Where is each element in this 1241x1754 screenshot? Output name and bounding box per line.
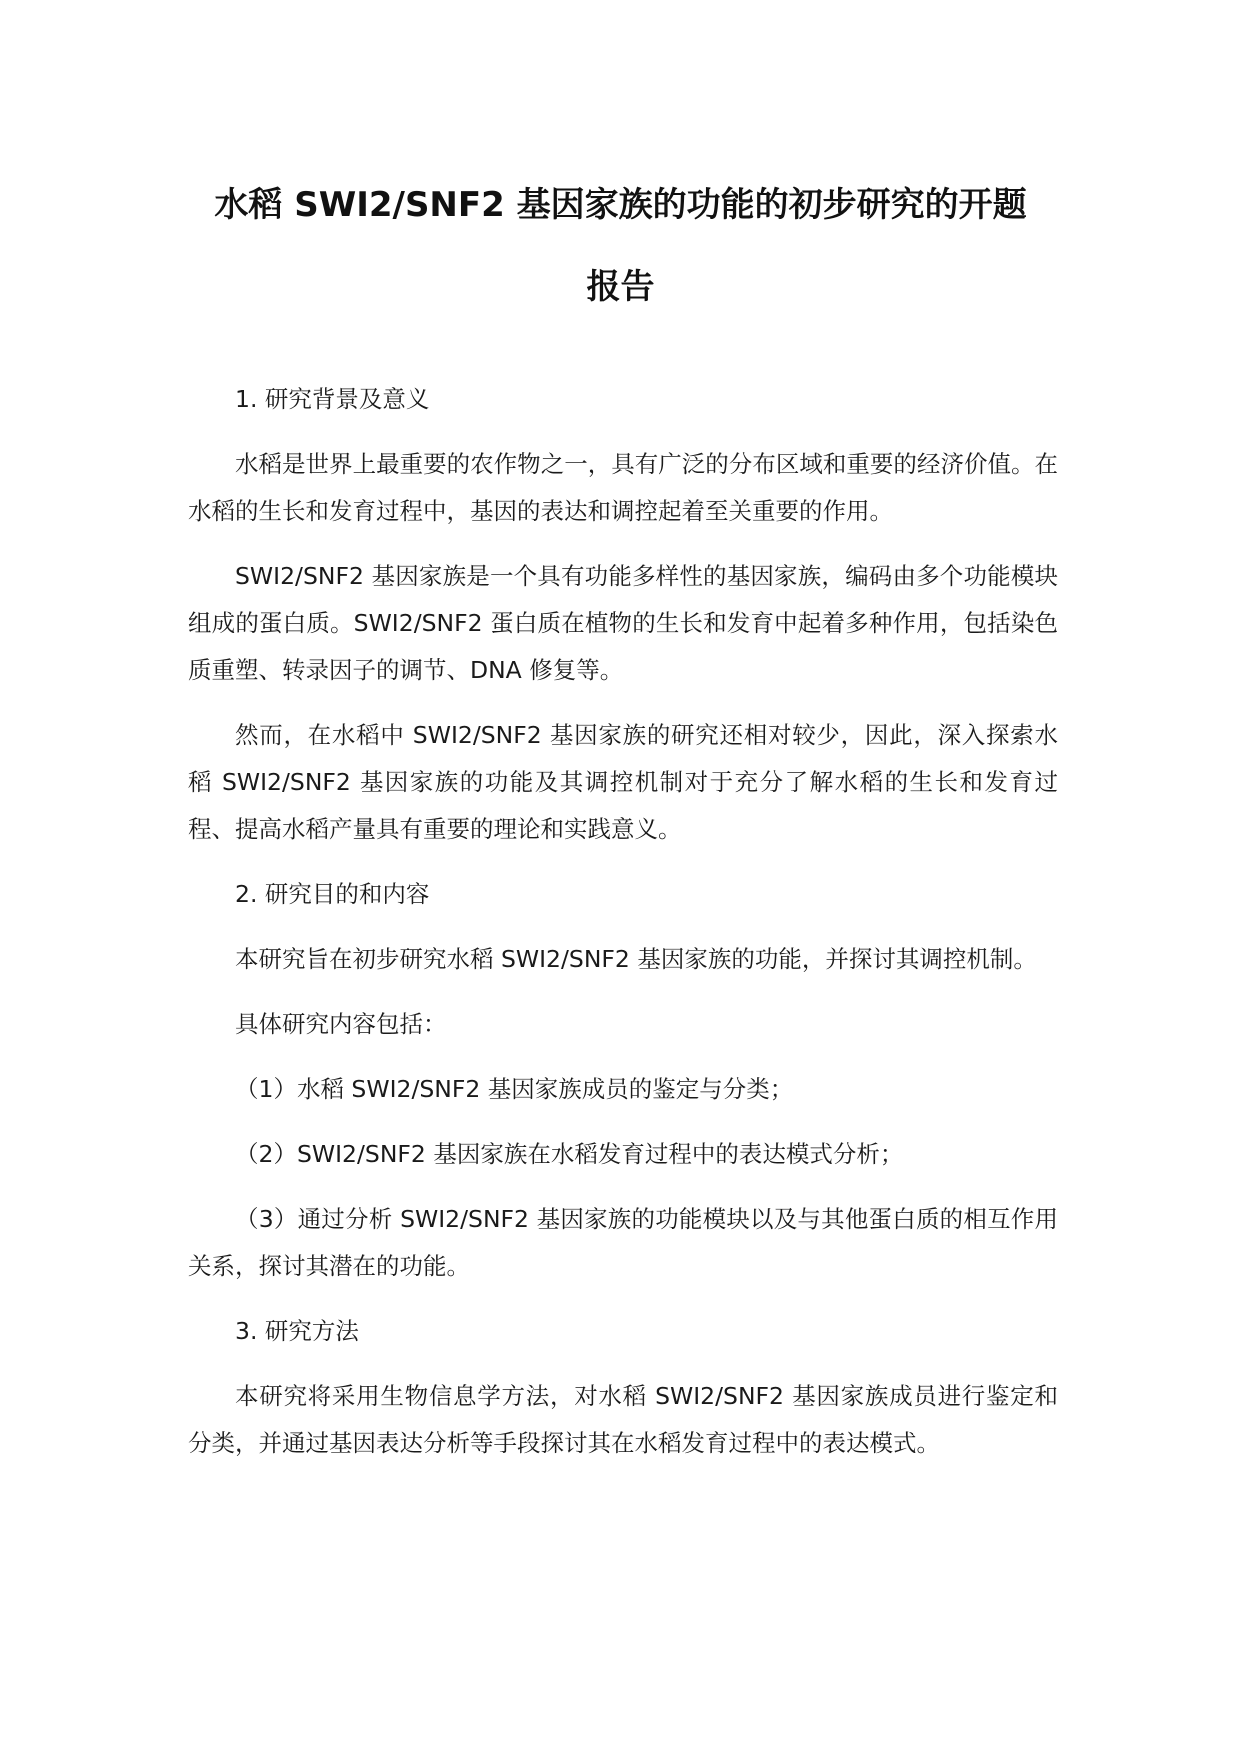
list-item-objective-3: （3）通过分析 SWI2/SNF2 基因家族的功能模块以及与其他蛋白质的相互作用关系，探讨其潜在的功能。 [188, 1205, 1058, 1280]
paragraph-methods-1: 本研究将采用生物信息学方法，对水稻 SWI2/SNF2 基因家族成员进行鉴定和分类，并通过基因表达分析等手段探讨其在水稻发育过程中的表达模式。 [188, 1382, 1058, 1457]
list-item-objective-2: （2）SWI2/SNF2 基因家族在水稻发育过程中的表达模式分析； [235, 1140, 904, 1168]
paragraph-objectives-1: 本研究旨在初步研究水稻 SWI2/SNF2 基因家族的功能，并探讨其调控机制。 [235, 945, 1037, 973]
section-heading-objectives: 2. 研究目的和内容 [235, 880, 430, 908]
paragraph-objectives-2: 具体研究内容包括： [235, 1010, 447, 1038]
section-heading-background: 1. 研究背景及意义 [235, 385, 430, 413]
paragraph-background-1: 水稻是世界上最重要的农作物之一，具有广泛的分布区域和重要的经济价值。在水稻的生长和发育过程中，基因的表达和调控起着至关重要的作用。 [188, 450, 1058, 525]
paragraph-background-3: 然而，在水稻中 SWI2/SNF2 基因家族的研究还相对较少，因此，深入探索水稻 SWI2/SNF2 基因家族的功能及其调控机制对于充分了解水稻的生长和发育过程、提高水稻产量具有重要的理论和实践意义。 [188, 721, 1058, 843]
list-item-objective-1: （1）水稻 SWI2/SNF2 基因家族成员的鉴定与分类； [235, 1075, 794, 1103]
paragraph-background-2: SWI2/SNF2 基因家族是一个具有功能多样性的基因家族，编码由多个功能模块组成的蛋白质。SWI2/SNF2 蛋白质在植物的生长和发育中起着多种作用，包括染色质重塑、转录因子的调节、DNA 修复等。 [188, 562, 1058, 684]
document-title-line-2: 报告 [586, 267, 655, 307]
document-title-line-1: 水稻 SWI2/SNF2 基因家族的功能的初步研究的开题 [214, 185, 1027, 225]
document-body [188, 376, 1058, 1485]
section-heading-methods: 3. 研究方法 [235, 1317, 359, 1345]
